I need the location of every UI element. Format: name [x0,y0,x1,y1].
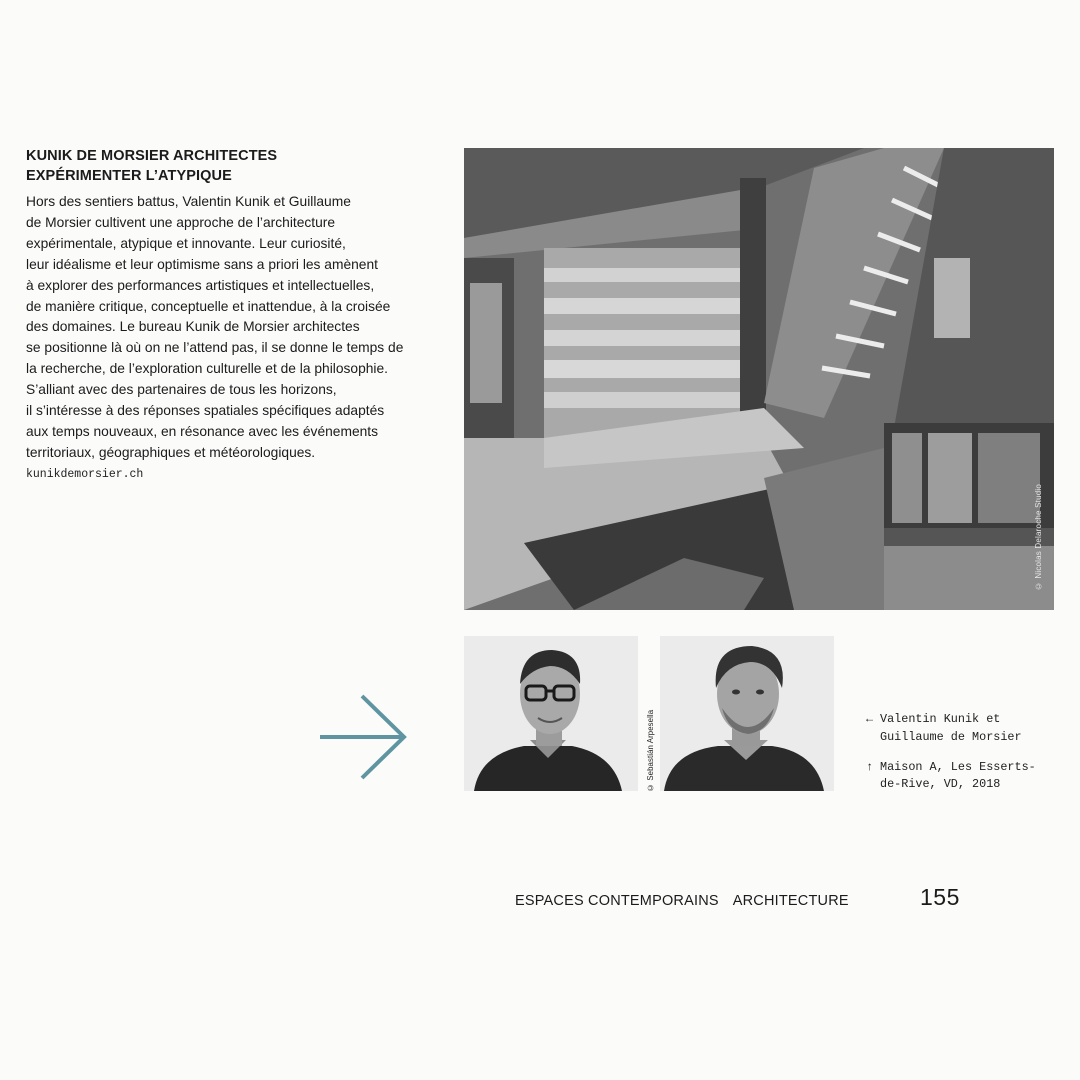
body-line: de manière critique, conceptuelle et inattendue, à la croisée [26,298,391,314]
footer-subsection: ARCHITECTURE [732,893,849,909]
body-line: expérimentale, atypique et innovante. Leur curiosité, [26,235,346,251]
caption-line: Maison A, Les Esserts- [880,759,1036,774]
body-line: à explorer des performances artistiques et intellectuelles, [26,277,375,293]
headline-line: EXPÉRIMENTER L’ATYPIQUE [26,168,232,184]
article-body [26,192,438,464]
arrow-right-icon [320,694,408,780]
headline-line: KUNIK DE MORSIER ARCHITECTES [26,148,278,164]
portrait-graphic [464,636,638,791]
body-line: Hors des sentiers battus, Valentin Kunik et Guillaume [26,194,351,209]
caption-line: Valentin Kunik et [880,712,1001,726]
interior-photo [464,148,1054,610]
body-line: se positionne là où on ne l’attend pas, il se donne le temps de [26,340,404,356]
arrow-up-icon: ↑ [866,759,874,774]
caption-portraits [866,711,1036,747]
body-line: il s’intéresse à des réponses spatiales spécifiques adaptés [26,403,385,419]
caption-line: de-Rive, VD, 2018 [880,777,1001,792]
body-line: la recherche, de l’exploration culturelle et de la philosophie. [26,361,389,377]
body-line: aux temps nouveaux, en résonance avec les événements [26,423,379,439]
article-headline [26,146,438,186]
article [26,146,438,482]
interior-photo-graphic [464,148,1054,610]
footer-section: ESPACES CONTEMPORAINS [515,893,719,909]
running-footer [515,893,849,909]
photo-captions [866,711,1036,794]
caption-line: Guillaume de Morsier [880,729,1022,744]
portrait-graphic [660,636,834,791]
caption-interior [866,759,1036,795]
photo-credit: © Nicolas Delaroche Studio [1034,483,1043,590]
body-line: S’alliant avec des partenaires de tous les horizons, [26,382,337,398]
website-link[interactable]: kunikdemorsier.ch [26,467,144,481]
portrait-valentin-kunik [464,636,638,791]
body-line: territoriaux, géographiques et météorologiques. [26,444,316,460]
page-number: 155 [920,884,960,910]
portrait-credit: © Sebastián Arpesella [646,709,655,792]
body-line: de Morsier cultivent une approche de l’architecture [26,214,336,230]
portrait-guillaume-de-morsier [660,636,834,791]
arrow-left-icon: ← [866,712,874,726]
body-line: des domaines. Le bureau Kunik de Morsier architectes [26,319,360,335]
body-line: leur idéalisme et leur optimisme sans a priori les amènent [26,256,378,272]
